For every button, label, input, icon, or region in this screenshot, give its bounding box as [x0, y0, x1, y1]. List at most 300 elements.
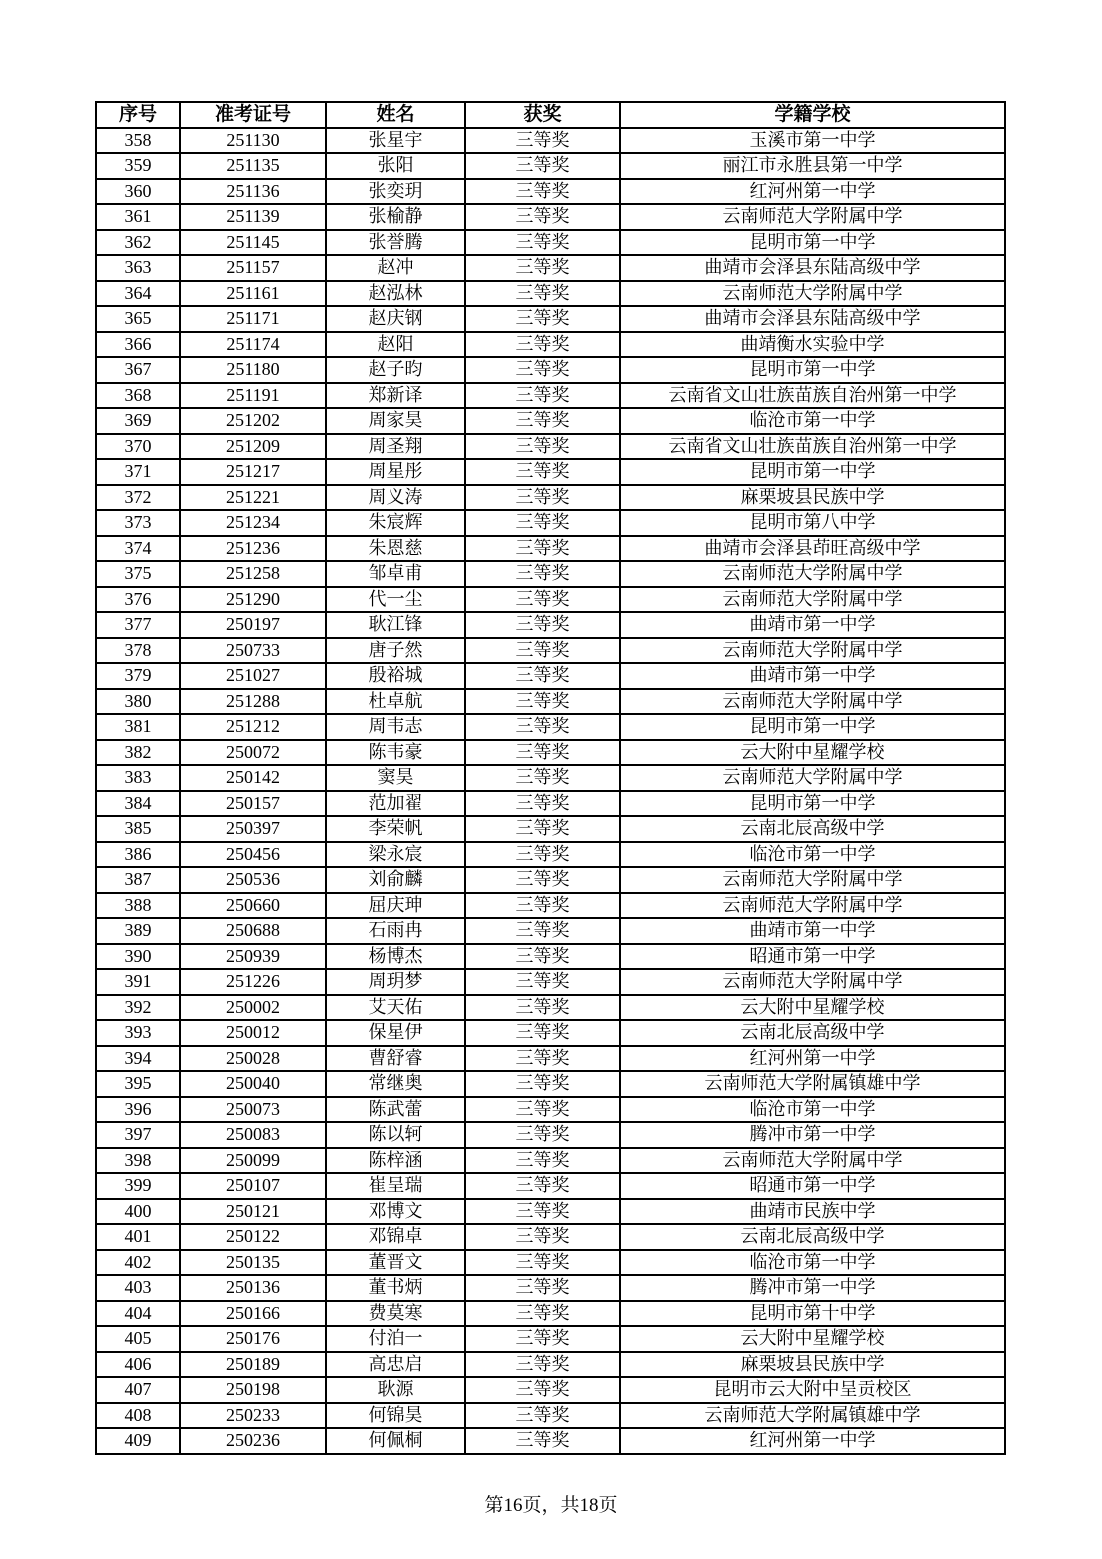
cell-school: 云南师范大学附属镇雄中学 [620, 1403, 1005, 1429]
cell-school: 麻栗坡县民族中学 [620, 1352, 1005, 1378]
cell-award: 三等奖 [465, 153, 620, 179]
table-row [96, 867, 1005, 893]
cell-name: 何锦昊 [326, 1403, 465, 1429]
cell-school: 曲靖市会泽县东陆高级中学 [620, 306, 1005, 332]
cell-name: 费莫寒 [326, 1301, 465, 1327]
cell-name: 陈武蕾 [326, 1097, 465, 1123]
cell-exam-id: 251236 [180, 536, 326, 562]
cell-award: 三等奖 [465, 1046, 620, 1072]
table-row [96, 536, 1005, 562]
cell-name: 朱恩慈 [326, 536, 465, 562]
cell-name: 李荣帆 [326, 816, 465, 842]
table-row [96, 1020, 1005, 1046]
cell-award: 三等奖 [465, 1250, 620, 1276]
cell-exam-id: 250166 [180, 1301, 326, 1327]
cell-name: 常继奥 [326, 1071, 465, 1097]
cell-serial-number: 362 [96, 230, 180, 256]
cell-award: 三等奖 [465, 867, 620, 893]
cell-exam-id: 250536 [180, 867, 326, 893]
table-row [96, 1046, 1005, 1072]
cell-exam-id: 250733 [180, 638, 326, 664]
cell-serial-number: 401 [96, 1224, 180, 1250]
table-header-row [96, 102, 1005, 128]
cell-award: 三等奖 [465, 204, 620, 230]
table-row [96, 281, 1005, 307]
cell-serial-number: 403 [96, 1275, 180, 1301]
cell-serial-number: 388 [96, 893, 180, 919]
cell-name: 付泊一 [326, 1326, 465, 1352]
cell-name: 高忠启 [326, 1352, 465, 1378]
cell-name: 屈庆珅 [326, 893, 465, 919]
table-row [96, 255, 1005, 281]
table-row [96, 357, 1005, 383]
cell-school: 云南北辰高级中学 [620, 816, 1005, 842]
cell-name: 邓博文 [326, 1199, 465, 1225]
cell-exam-id: 251209 [180, 434, 326, 460]
cell-school: 云南师范大学附属中学 [620, 969, 1005, 995]
cell-award: 三等奖 [465, 1377, 620, 1403]
table-row [96, 1428, 1005, 1454]
table-row [96, 306, 1005, 332]
cell-school: 红河州第一中学 [620, 1046, 1005, 1072]
table-row [96, 1377, 1005, 1403]
cell-name: 邓锦卓 [326, 1224, 465, 1250]
cell-award: 三等奖 [465, 740, 620, 766]
cell-exam-id: 251174 [180, 332, 326, 358]
cell-serial-number: 360 [96, 179, 180, 205]
table-row [96, 663, 1005, 689]
cell-school: 云南师范大学附属中学 [620, 765, 1005, 791]
cell-exam-id: 250073 [180, 1097, 326, 1123]
cell-exam-id: 251139 [180, 204, 326, 230]
cell-award: 三等奖 [465, 1148, 620, 1174]
cell-school: 云南省文山壮族苗族自治州第一中学 [620, 383, 1005, 409]
cell-serial-number: 375 [96, 561, 180, 587]
table-row [96, 561, 1005, 587]
table-row [96, 128, 1005, 154]
cell-school: 玉溪市第一中学 [620, 128, 1005, 154]
table-row [96, 765, 1005, 791]
table-row [96, 1326, 1005, 1352]
cell-serial-number: 397 [96, 1122, 180, 1148]
cell-serial-number: 389 [96, 918, 180, 944]
cell-award: 三等奖 [465, 281, 620, 307]
cell-award: 三等奖 [465, 1301, 620, 1327]
cell-exam-id: 251290 [180, 587, 326, 613]
cell-award: 三等奖 [465, 765, 620, 791]
cell-award: 三等奖 [465, 842, 620, 868]
table-row [96, 383, 1005, 409]
cell-serial-number: 379 [96, 663, 180, 689]
table-row [96, 179, 1005, 205]
cell-serial-number: 382 [96, 740, 180, 766]
cell-name: 杨博杰 [326, 944, 465, 970]
cell-award: 三等奖 [465, 306, 620, 332]
cell-exam-id: 251191 [180, 383, 326, 409]
cell-school: 临沧市第一中学 [620, 1097, 1005, 1123]
cell-exam-id: 250072 [180, 740, 326, 766]
cell-award: 三等奖 [465, 485, 620, 511]
cell-name: 董晋文 [326, 1250, 465, 1276]
cell-serial-number: 369 [96, 408, 180, 434]
cell-school: 昆明市第一中学 [620, 230, 1005, 256]
cell-serial-number: 399 [96, 1173, 180, 1199]
cell-school: 云南师范大学附属中学 [620, 893, 1005, 919]
cell-exam-id: 251180 [180, 357, 326, 383]
cell-serial-number: 358 [96, 128, 180, 154]
cell-school: 曲靖市会泽县茚旺高级中学 [620, 536, 1005, 562]
cell-school: 昆明市第十中学 [620, 1301, 1005, 1327]
cell-school: 临沧市第一中学 [620, 408, 1005, 434]
cell-serial-number: 407 [96, 1377, 180, 1403]
cell-exam-id: 251258 [180, 561, 326, 587]
cell-school: 曲靖市会泽县东陆高级中学 [620, 255, 1005, 281]
cell-serial-number: 402 [96, 1250, 180, 1276]
cell-serial-number: 363 [96, 255, 180, 281]
cell-award: 三等奖 [465, 689, 620, 715]
table-row [96, 612, 1005, 638]
cell-name: 殷裕城 [326, 663, 465, 689]
cell-school: 云南师范大学附属中学 [620, 561, 1005, 587]
cell-serial-number: 384 [96, 791, 180, 817]
cell-name: 赵阳 [326, 332, 465, 358]
cell-exam-id: 250189 [180, 1352, 326, 1378]
table-row [96, 791, 1005, 817]
cell-name: 赵泓林 [326, 281, 465, 307]
cell-award: 三等奖 [465, 1326, 620, 1352]
cell-award: 三等奖 [465, 944, 620, 970]
table-row [96, 816, 1005, 842]
cell-serial-number: 405 [96, 1326, 180, 1352]
table-row [96, 1275, 1005, 1301]
cell-name: 赵庆钢 [326, 306, 465, 332]
cell-name: 周义涛 [326, 485, 465, 511]
cell-exam-id: 251027 [180, 663, 326, 689]
cell-name: 朱宸辉 [326, 510, 465, 536]
cell-award: 三等奖 [465, 383, 620, 409]
cell-school: 云南师范大学附属中学 [620, 689, 1005, 715]
cell-exam-id: 250083 [180, 1122, 326, 1148]
table-row [96, 714, 1005, 740]
cell-school: 丽江市永胜县第一中学 [620, 153, 1005, 179]
cell-award: 三等奖 [465, 1403, 620, 1429]
cell-award: 三等奖 [465, 408, 620, 434]
header-award: 获奖 [465, 102, 620, 128]
cell-serial-number: 367 [96, 357, 180, 383]
cell-exam-id: 250099 [180, 1148, 326, 1174]
cell-award: 三等奖 [465, 1173, 620, 1199]
cell-school: 云大附中星耀学校 [620, 740, 1005, 766]
table-row [96, 332, 1005, 358]
table-row [96, 918, 1005, 944]
cell-award: 三等奖 [465, 128, 620, 154]
table-row [96, 408, 1005, 434]
cell-name: 保星伊 [326, 1020, 465, 1046]
cell-school: 云大附中星耀学校 [620, 1326, 1005, 1352]
cell-exam-id: 250198 [180, 1377, 326, 1403]
table-row [96, 842, 1005, 868]
cell-award: 三等奖 [465, 1097, 620, 1123]
table-row [96, 510, 1005, 536]
cell-school: 麻栗坡县民族中学 [620, 485, 1005, 511]
table-row [96, 1250, 1005, 1276]
table-row [96, 204, 1005, 230]
table-row [96, 587, 1005, 613]
cell-school: 云南北辰高级中学 [620, 1224, 1005, 1250]
cell-serial-number: 392 [96, 995, 180, 1021]
cell-school: 红河州第一中学 [620, 1428, 1005, 1454]
cell-award: 三等奖 [465, 969, 620, 995]
table-row [96, 1148, 1005, 1174]
cell-award: 三等奖 [465, 638, 620, 664]
cell-name: 曹舒睿 [326, 1046, 465, 1072]
cell-award: 三等奖 [465, 663, 620, 689]
cell-award: 三等奖 [465, 893, 620, 919]
cell-school: 昆明市第一中学 [620, 791, 1005, 817]
cell-exam-id: 251217 [180, 459, 326, 485]
cell-exam-id: 251226 [180, 969, 326, 995]
cell-serial-number: 404 [96, 1301, 180, 1327]
table-row [96, 1173, 1005, 1199]
cell-award: 三等奖 [465, 357, 620, 383]
cell-exam-id: 251212 [180, 714, 326, 740]
cell-serial-number: 400 [96, 1199, 180, 1225]
cell-school: 曲靖市民族中学 [620, 1199, 1005, 1225]
cell-serial-number: 378 [96, 638, 180, 664]
cell-serial-number: 383 [96, 765, 180, 791]
cell-award: 三等奖 [465, 587, 620, 613]
cell-exam-id: 250157 [180, 791, 326, 817]
cell-exam-id: 250660 [180, 893, 326, 919]
cell-serial-number: 373 [96, 510, 180, 536]
cell-school: 云南师范大学附属中学 [620, 281, 1005, 307]
cell-school: 临沧市第一中学 [620, 1250, 1005, 1276]
table-row [96, 153, 1005, 179]
cell-award: 三等奖 [465, 255, 620, 281]
cell-exam-id: 251234 [180, 510, 326, 536]
cell-school: 腾冲市第一中学 [620, 1122, 1005, 1148]
cell-serial-number: 365 [96, 306, 180, 332]
cell-name: 张星宇 [326, 128, 465, 154]
table-row [96, 434, 1005, 460]
cell-serial-number: 372 [96, 485, 180, 511]
cell-name: 周星彤 [326, 459, 465, 485]
cell-exam-id: 250939 [180, 944, 326, 970]
table-row [96, 1301, 1005, 1327]
cell-award: 三等奖 [465, 1071, 620, 1097]
cell-exam-id: 251136 [180, 179, 326, 205]
cell-name: 周家昊 [326, 408, 465, 434]
cell-award: 三等奖 [465, 1224, 620, 1250]
cell-exam-id: 251202 [180, 408, 326, 434]
cell-school: 云南师范大学附属中学 [620, 204, 1005, 230]
cell-name: 陈韦豪 [326, 740, 465, 766]
cell-exam-id: 250688 [180, 918, 326, 944]
cell-exam-id: 251135 [180, 153, 326, 179]
cell-exam-id: 250176 [180, 1326, 326, 1352]
cell-exam-id: 251145 [180, 230, 326, 256]
cell-award: 三等奖 [465, 995, 620, 1021]
cell-name: 耿江锋 [326, 612, 465, 638]
cell-name: 张榆静 [326, 204, 465, 230]
table-row [96, 689, 1005, 715]
table-row [96, 1352, 1005, 1378]
cell-name: 张奕玥 [326, 179, 465, 205]
cell-award: 三等奖 [465, 918, 620, 944]
cell-exam-id: 250107 [180, 1173, 326, 1199]
cell-name: 耿源 [326, 1377, 465, 1403]
cell-serial-number: 408 [96, 1403, 180, 1429]
cell-name: 崔呈瑞 [326, 1173, 465, 1199]
cell-name: 梁永宸 [326, 842, 465, 868]
award-table [95, 101, 1006, 1455]
cell-name: 刘俞麟 [326, 867, 465, 893]
cell-school: 云南省文山壮族苗族自治州第一中学 [620, 434, 1005, 460]
cell-name: 窦昊 [326, 765, 465, 791]
cell-exam-id: 250135 [180, 1250, 326, 1276]
cell-award: 三等奖 [465, 1122, 620, 1148]
cell-name: 董书炳 [326, 1275, 465, 1301]
cell-serial-number: 359 [96, 153, 180, 179]
cell-serial-number: 394 [96, 1046, 180, 1072]
header-name: 姓名 [326, 102, 465, 128]
cell-school: 云南师范大学附属镇雄中学 [620, 1071, 1005, 1097]
cell-school: 云南师范大学附属中学 [620, 587, 1005, 613]
cell-award: 三等奖 [465, 561, 620, 587]
cell-award: 三等奖 [465, 791, 620, 817]
cell-award: 三等奖 [465, 1020, 620, 1046]
cell-serial-number: 395 [96, 1071, 180, 1097]
cell-school: 云南师范大学附属中学 [620, 638, 1005, 664]
cell-exam-id: 251130 [180, 128, 326, 154]
table-row [96, 1403, 1005, 1429]
cell-exam-id: 250136 [180, 1275, 326, 1301]
table-row [96, 893, 1005, 919]
cell-name: 周韦志 [326, 714, 465, 740]
cell-name: 陈以轲 [326, 1122, 465, 1148]
cell-exam-id: 250397 [180, 816, 326, 842]
cell-school: 曲靖市第一中学 [620, 663, 1005, 689]
cell-serial-number: 391 [96, 969, 180, 995]
cell-serial-number: 387 [96, 867, 180, 893]
cell-award: 三等奖 [465, 1428, 620, 1454]
table-row [96, 944, 1005, 970]
cell-serial-number: 377 [96, 612, 180, 638]
cell-name: 周玥梦 [326, 969, 465, 995]
cell-school: 昆明市第一中学 [620, 714, 1005, 740]
cell-school: 昭通市第一中学 [620, 944, 1005, 970]
cell-name: 杜卓航 [326, 689, 465, 715]
table-body [96, 128, 1005, 1454]
cell-exam-id: 250142 [180, 765, 326, 791]
cell-name: 邹卓甫 [326, 561, 465, 587]
cell-name: 周圣翔 [326, 434, 465, 460]
cell-exam-id: 250002 [180, 995, 326, 1021]
cell-name: 石雨冉 [326, 918, 465, 944]
cell-serial-number: 380 [96, 689, 180, 715]
cell-school: 云南师范大学附属中学 [620, 867, 1005, 893]
cell-serial-number: 386 [96, 842, 180, 868]
cell-name: 代一尘 [326, 587, 465, 613]
cell-exam-id: 251221 [180, 485, 326, 511]
cell-award: 三等奖 [465, 536, 620, 562]
cell-award: 三等奖 [465, 332, 620, 358]
table-row [96, 1224, 1005, 1250]
cell-school: 云南北辰高级中学 [620, 1020, 1005, 1046]
header-serial-number: 序号 [96, 102, 180, 128]
cell-name: 郑新译 [326, 383, 465, 409]
cell-name: 赵冲 [326, 255, 465, 281]
cell-exam-id: 250028 [180, 1046, 326, 1072]
cell-award: 三等奖 [465, 434, 620, 460]
cell-school: 曲靖市第一中学 [620, 918, 1005, 944]
table-row [96, 995, 1005, 1021]
cell-serial-number: 376 [96, 587, 180, 613]
header-school: 学籍学校 [620, 102, 1005, 128]
table-row [96, 1071, 1005, 1097]
cell-serial-number: 368 [96, 383, 180, 409]
page-number-footer: 第16页，共18页 [484, 1495, 618, 1516]
cell-award: 三等奖 [465, 459, 620, 485]
cell-serial-number: 366 [96, 332, 180, 358]
table-row [96, 969, 1005, 995]
cell-serial-number: 393 [96, 1020, 180, 1046]
cell-school: 昆明市第八中学 [620, 510, 1005, 536]
cell-serial-number: 390 [96, 944, 180, 970]
table-row [96, 230, 1005, 256]
cell-exam-id: 250012 [180, 1020, 326, 1046]
cell-school: 昆明市云大附中呈贡校区 [620, 1377, 1005, 1403]
cell-exam-id: 251288 [180, 689, 326, 715]
cell-exam-id: 250121 [180, 1199, 326, 1225]
cell-school: 临沧市第一中学 [620, 842, 1005, 868]
cell-exam-id: 251157 [180, 255, 326, 281]
cell-award: 三等奖 [465, 510, 620, 536]
cell-award: 三等奖 [465, 179, 620, 205]
table-row [96, 638, 1005, 664]
cell-name: 何佩桐 [326, 1428, 465, 1454]
cell-school: 红河州第一中学 [620, 179, 1005, 205]
header-exam-id: 准考证号 [180, 102, 326, 128]
cell-exam-id: 250197 [180, 612, 326, 638]
cell-serial-number: 370 [96, 434, 180, 460]
cell-name: 张誉腾 [326, 230, 465, 256]
cell-name: 张阳 [326, 153, 465, 179]
cell-school: 昆明市第一中学 [620, 357, 1005, 383]
cell-award: 三等奖 [465, 1275, 620, 1301]
cell-school: 腾冲市第一中学 [620, 1275, 1005, 1301]
cell-award: 三等奖 [465, 1199, 620, 1225]
cell-serial-number: 381 [96, 714, 180, 740]
cell-exam-id: 251161 [180, 281, 326, 307]
cell-award: 三等奖 [465, 816, 620, 842]
cell-name: 唐子然 [326, 638, 465, 664]
cell-school: 昆明市第一中学 [620, 459, 1005, 485]
cell-award: 三等奖 [465, 612, 620, 638]
table-row [96, 485, 1005, 511]
cell-serial-number: 361 [96, 204, 180, 230]
cell-name: 陈梓涵 [326, 1148, 465, 1174]
cell-exam-id: 250456 [180, 842, 326, 868]
table-row [96, 459, 1005, 485]
cell-award: 三等奖 [465, 230, 620, 256]
cell-serial-number: 364 [96, 281, 180, 307]
cell-exam-id: 251171 [180, 306, 326, 332]
cell-serial-number: 385 [96, 816, 180, 842]
cell-school: 云大附中星耀学校 [620, 995, 1005, 1021]
cell-school: 昭通市第一中学 [620, 1173, 1005, 1199]
cell-name: 范加翟 [326, 791, 465, 817]
